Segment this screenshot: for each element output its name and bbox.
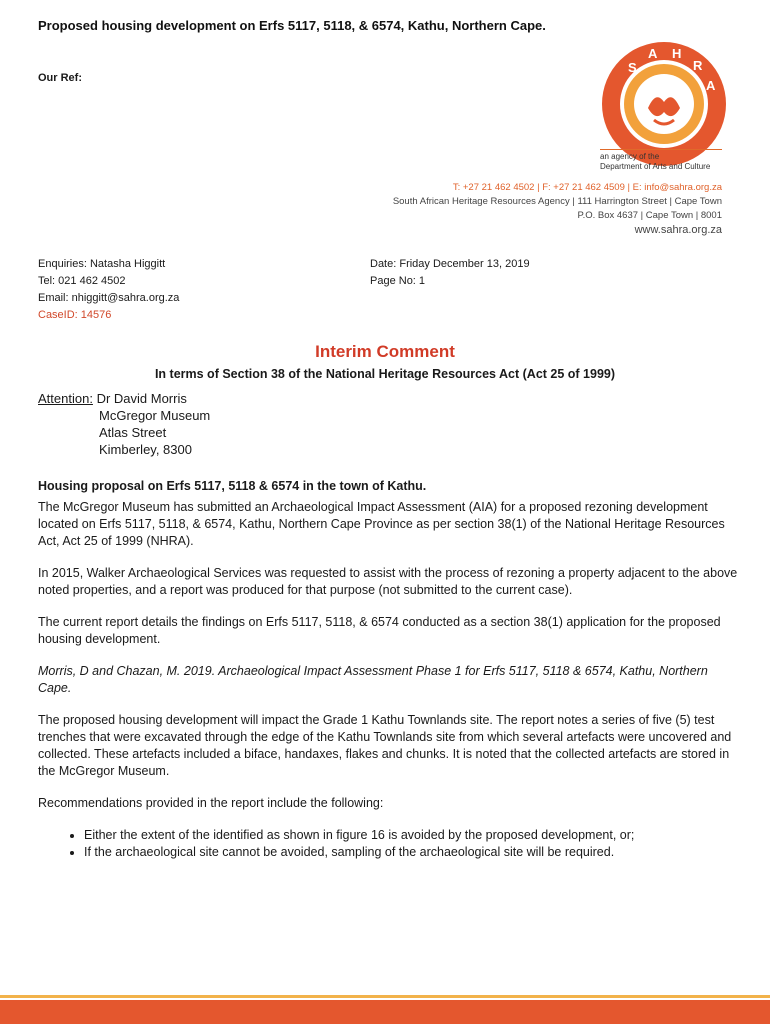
contact-postal-address: P.O. Box 4637 | Cape Town | 8001 xyxy=(577,210,722,221)
footer-accent-line xyxy=(0,995,770,998)
date-block xyxy=(370,256,530,290)
document-title: Proposed housing development on Erfs 5117, 5118, & 6574, Kathu, Northern Cape. xyxy=(38,18,546,33)
address-line-1: McGregor Museum xyxy=(99,408,211,423)
logo-letter-r: R xyxy=(693,58,703,73)
recommendations-list xyxy=(38,827,738,861)
contact-phone-email: T: +27 21 462 4502 | F: +27 21 462 4509 | E: info@sahra.org.za xyxy=(452,182,722,193)
citation: Morris, D and Chazan, M. 2019. Archaeological Impact Assessment Phase 1 for Erfs 5117, 5118 & 6574, Kathu, Northern Cape. xyxy=(38,664,708,695)
recommendation-2: • If the archaeological site cannot be avoided, sampling of the archaeological site will be required. xyxy=(84,844,738,861)
section-38-subheading: In terms of Section 38 of the National Heritage Resources Act (Act 25 of 1999) xyxy=(154,367,616,381)
agency-line-1: an agency of the xyxy=(600,152,660,161)
enquiries-block xyxy=(38,256,179,324)
paragraph-4: The proposed housing development will impact the Grade 1 Kathu Townlands site. The report notes a series of five (5) test trenches that were excavated through the edge of the Kathu Townlands site from which several artefacts were uncovered and collected. These artefacts included a biface, handaxes, flakes and chunks. It is noted that the collected artefacts are stored in the McGregor Museum. xyxy=(38,713,732,778)
paragraph-3: The current report details the findings on Erfs 5117, 5118, & 6574 conducted as a section 38(1) application for the proposed housing development. xyxy=(38,615,721,646)
logo-letter-a2: A xyxy=(706,78,716,93)
logo-letter-a: A xyxy=(648,46,658,61)
attention-name: Dr David Morris xyxy=(96,391,187,406)
paragraph-2: In 2015, Walker Archaeological Services was requested to assist with the process of rezoning a property adjacent to the above noted properties, and a report was produced for that purpose (not submitted to the current case). xyxy=(38,566,738,597)
contact-website: www.sahra.org.za xyxy=(634,224,722,236)
attention-block xyxy=(38,390,210,458)
agency-note xyxy=(600,149,722,172)
our-ref-label: Our Ref: xyxy=(38,72,82,84)
enquiries: Enquiries: Natasha Higgitt xyxy=(38,258,166,270)
recommendation-1: • Either the extent of the identified as shown in figure 16 is avoided by the proposed development, or; xyxy=(84,827,738,844)
paragraph-1: The McGregor Museum has submitted an Archaeological Impact Assessment (AIA) for a proposed rezoning development located on Erfs 5117, 5118, & 6574, Kathu, Northern Cape Province as per section 38(1) of the National Heritage Resources Act, Act 25 of 1999 (NHRA). xyxy=(38,500,725,548)
address-line-2: Atlas Street xyxy=(99,425,167,440)
paragraph-5: Recommendations provided in the report include the following: xyxy=(38,796,384,810)
document-body xyxy=(38,478,738,861)
page-number: Page No: 1 xyxy=(370,275,426,287)
interim-comment-heading: Interim Comment xyxy=(315,342,455,361)
case-id: CaseID: 14576 xyxy=(38,309,112,321)
address-line-3: Kimberley, 8300 xyxy=(99,442,192,457)
telephone: Tel: 021 462 4502 xyxy=(38,275,126,287)
footer-bar xyxy=(0,1000,770,1024)
agency-line-2: Department of Arts and Culture xyxy=(600,162,711,171)
logo-letter-h: H xyxy=(672,46,682,61)
attention-label: Attention: xyxy=(38,391,93,406)
email: Email: nhiggitt@sahra.org.za xyxy=(38,292,180,304)
contact-street-address: South African Heritage Resources Agency | 111 Harrington Street | Cape Town xyxy=(392,196,722,207)
section-title: Housing proposal on Erfs 5117, 5118 & 6574 in the town of Kathu. xyxy=(38,479,427,493)
contact-block xyxy=(393,181,722,237)
logo-letter-s: S xyxy=(628,60,637,75)
date: Date: Friday December 13, 2019 xyxy=(370,258,530,270)
